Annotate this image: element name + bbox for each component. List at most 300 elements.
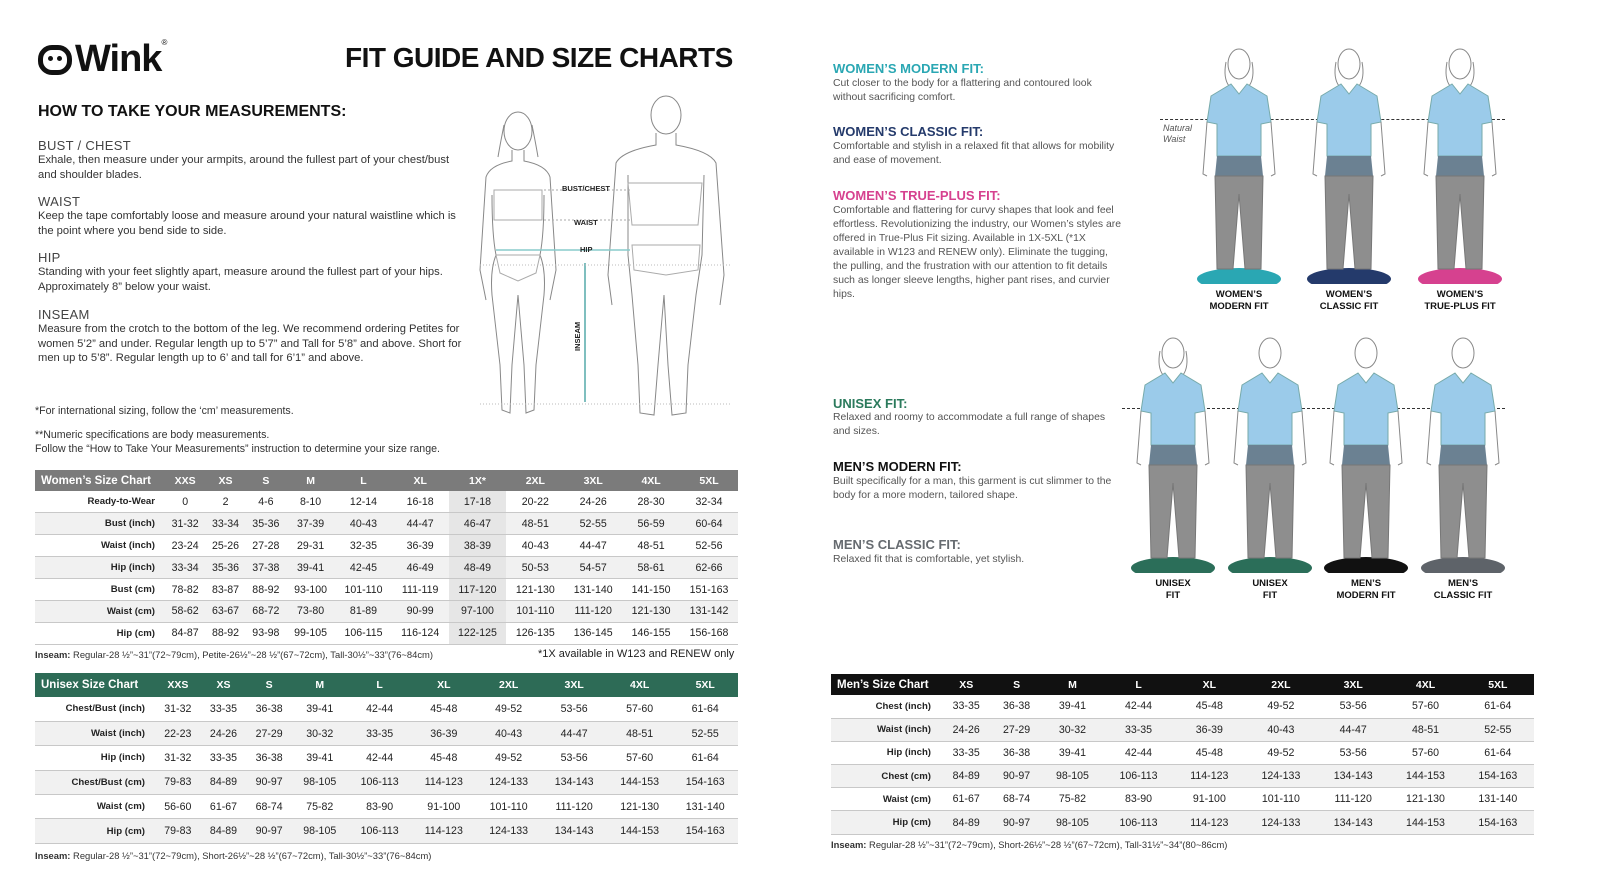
table-cell: 35-36 <box>205 557 245 579</box>
fit-figure-label-line2: MODERN FIT <box>1209 301 1269 312</box>
brand-logo <box>38 38 167 81</box>
table-cell: 114-123 <box>1174 811 1245 834</box>
row-label: Waist (cm) <box>35 600 165 622</box>
fit-text-mens-modern: Built specifically for a man, this garment is cut slimmer to the body for a more modern, tailored shape. <box>833 476 1112 501</box>
size-header: XS <box>959 678 974 691</box>
row-label: Waist (inch) <box>35 721 155 745</box>
table-cell: 84-87 <box>165 622 205 644</box>
waist-label: WAIST <box>574 218 598 227</box>
table-cell: 44-47 <box>1317 718 1389 741</box>
size-header: 2XL <box>525 474 545 487</box>
table-cell: 40-43 <box>1245 718 1317 741</box>
table-cell: 83-90 <box>1103 788 1174 811</box>
table-cell: 35-36 <box>246 513 286 535</box>
table-cell: 0 <box>165 491 205 513</box>
table-cell: 42-44 <box>348 697 412 721</box>
inseam-label: Inseam: <box>35 850 71 861</box>
female-silhouette <box>480 112 556 413</box>
note-follow: Follow the “How to Take Your Measurements” instruction to determine your size range. <box>35 443 440 455</box>
table-cell: 57-60 <box>607 746 673 770</box>
how-to-heading: HOW TO TAKE YOUR MEASUREMENTS: <box>38 103 347 120</box>
table-cell: 124-133 <box>476 770 542 794</box>
table-row <box>35 622 738 644</box>
table-cell: 57-60 <box>1389 695 1461 718</box>
size-header: L <box>360 474 367 487</box>
size-header: XS <box>216 679 231 691</box>
table-cell: 52-55 <box>672 721 738 745</box>
table-cell: 27-29 <box>246 721 292 745</box>
fit-figure <box>1410 44 1510 313</box>
fit-figure-label-line2: FIT <box>1165 590 1181 601</box>
table-cell: 101-110 <box>1245 788 1317 811</box>
table-cell: 117-120 <box>449 579 507 601</box>
table-cell: 84-89 <box>201 770 247 794</box>
size-header: 4XL <box>641 474 661 487</box>
table-cell: 88-92 <box>246 579 286 601</box>
unisex-inseam-note <box>35 850 431 861</box>
table-cell: 33-35 <box>201 697 247 721</box>
table-cell: 32-34 <box>680 491 738 513</box>
fit-text-unisex: Relaxed and roomy to accommodate a full range of shapes and sizes. <box>833 412 1106 437</box>
womens-inseam-note <box>35 649 433 660</box>
table-row <box>831 741 1534 764</box>
table-cell: 154-163 <box>672 770 738 794</box>
table-cell: 30-32 <box>1042 718 1103 741</box>
fit-figure-label-line2: CLASSIC FIT <box>1319 301 1379 312</box>
table-cell: 22-23 <box>155 721 201 745</box>
fit-figure-illustration <box>1316 333 1416 573</box>
table-row <box>35 557 738 579</box>
table-cell: 62-66 <box>680 557 738 579</box>
brand-registered-mark: ® <box>161 38 168 47</box>
fit-figure-label <box>1189 289 1289 313</box>
fit-figure-label <box>1220 578 1320 602</box>
table-cell: 2 <box>205 491 245 513</box>
size-header: XL <box>1202 678 1217 691</box>
table-cell: 124-133 <box>1245 811 1317 834</box>
table-cell: 40-43 <box>335 513 392 535</box>
table-cell: 136-145 <box>564 622 622 644</box>
male-silhouette <box>608 96 724 415</box>
row-label: Bust (cm) <box>35 579 165 601</box>
fit-text-womens-true-plus: Comfortable and flattering for curvy shapes that look and feel effortless. Revolutionizing the industry, our Women’s styles are offered in True-Plus Fit sizing. Available in 1X-5XL (*1X available in W123 and RENEW only). Eliminate the tugging, the pulling, and the frustration with our attention to fit details such as longer sleeve lengths, higher pant rises, and curvier hips. <box>833 205 1121 300</box>
row-label: Waist (cm) <box>831 788 941 811</box>
table-cell: 39-41 <box>292 746 348 770</box>
page-title: FIT GUIDE AND SIZE CHARTS <box>345 42 733 73</box>
table-cell: 40-43 <box>476 721 542 745</box>
table-cell: 36-39 <box>412 721 476 745</box>
fit-title-womens-classic: WOMEN’S CLASSIC FIT: <box>833 124 984 139</box>
hip-label: HIP <box>580 245 593 254</box>
row-label: Ready-to-Wear <box>35 491 165 513</box>
fit-figure-label <box>1413 578 1513 602</box>
table-row <box>35 491 738 513</box>
table-cell: 37-39 <box>286 513 335 535</box>
size-header: 1X* <box>468 474 486 487</box>
table-cell: 40-43 <box>506 535 564 557</box>
table-row <box>35 697 738 721</box>
table-cell: 91-100 <box>1174 788 1245 811</box>
size-header: XS <box>218 474 233 487</box>
table-cell: 131-140 <box>672 795 738 819</box>
size-header: 2XL <box>499 679 519 691</box>
table-cell: 48-49 <box>449 557 507 579</box>
table-cell: 32-35 <box>335 535 392 557</box>
fit-figure-illustration <box>1410 44 1510 284</box>
row-label: Hip (inch) <box>831 741 941 764</box>
fit-figure-label <box>1299 289 1399 313</box>
table-cell: 33-35 <box>941 741 991 764</box>
measurement-title: WAIST <box>38 194 81 209</box>
table-cell: 75-82 <box>1042 788 1103 811</box>
table-cell: 39-41 <box>1042 695 1103 718</box>
table-cell: 90-97 <box>246 770 292 794</box>
size-header: S <box>265 679 273 691</box>
table-cell: 52-55 <box>1462 718 1534 741</box>
size-header: L <box>1135 678 1142 691</box>
table-cell: 42-44 <box>348 746 412 770</box>
inseam-text: Regular-28 ½”~31”(72~79cm), Short-26½”~28 ½”(67~72cm), Tall-31½”~34”(80~86cm) <box>866 839 1228 850</box>
size-header: 2XL <box>1271 678 1291 691</box>
table-cell: 61-64 <box>1462 741 1534 764</box>
table-row <box>831 695 1534 718</box>
row-label: Bust (inch) <box>35 513 165 535</box>
table-cell: 111-120 <box>564 600 622 622</box>
row-label: Chest/Bust (inch) <box>35 697 155 721</box>
table-cell: 49-52 <box>1245 741 1317 764</box>
table-cell: 101-110 <box>506 600 564 622</box>
body-silhouettes-diagram <box>470 95 740 425</box>
size-header: M <box>315 679 325 691</box>
table-cell: 42-45 <box>335 557 392 579</box>
table-cell: 106-113 <box>1103 765 1174 788</box>
table-cell: 131-140 <box>1462 788 1534 811</box>
table-cell: 61-64 <box>672 697 738 721</box>
table-cell: 144-153 <box>607 819 673 843</box>
fit-figure-illustration <box>1299 44 1399 284</box>
size-header: S <box>262 474 270 487</box>
table-cell: 36-39 <box>392 535 449 557</box>
table-cell: 24-26 <box>201 721 247 745</box>
table-cell: 97-100 <box>449 600 507 622</box>
table-cell: 28-30 <box>622 491 680 513</box>
inseam-label: Inseam: <box>35 649 71 660</box>
table-cell: 134-143 <box>1317 811 1389 834</box>
row-label: Waist (cm) <box>35 795 155 819</box>
table-cell: 45-48 <box>412 746 476 770</box>
table-cell: 46-47 <box>449 513 507 535</box>
fit-figure-label-line1: MEN’S <box>1447 578 1479 589</box>
fit-title-mens-modern: MEN’S MODERN FIT: <box>833 459 962 474</box>
table-cell: 141-150 <box>622 579 680 601</box>
table-cell: 146-155 <box>622 622 680 644</box>
table-cell: 84-89 <box>201 819 247 843</box>
table-cell: 144-153 <box>1389 765 1461 788</box>
table-cell: 61-64 <box>672 746 738 770</box>
mens-size-chart <box>831 674 1534 835</box>
table-cell: 122-125 <box>449 622 507 644</box>
row-label: Hip (cm) <box>35 622 165 644</box>
size-header: L <box>376 679 383 691</box>
table-cell: 134-143 <box>541 819 607 843</box>
size-header: M <box>306 474 315 487</box>
row-label: Hip (inch) <box>35 557 165 579</box>
fit-title-womens-true-plus: WOMEN’S TRUE-PLUS FIT: <box>833 188 1001 203</box>
table-cell: 33-34 <box>165 557 205 579</box>
fit-figure-label-line2: TRUE-PLUS FIT <box>1424 301 1496 312</box>
size-header: XL <box>413 474 427 487</box>
note-international: *For international sizing, follow the ‘cm’ measurements. <box>35 405 294 417</box>
table-cell: 50-53 <box>506 557 564 579</box>
table-cell: 99-105 <box>286 622 335 644</box>
fit-figure-illustration <box>1413 333 1513 573</box>
size-header: 3XL <box>1343 678 1363 691</box>
table-cell: 29-31 <box>286 535 335 557</box>
table-cell: 56-60 <box>155 795 201 819</box>
table-cell: 68-74 <box>246 795 292 819</box>
table-cell: 20-22 <box>506 491 564 513</box>
fit-figure-illustration <box>1220 333 1320 573</box>
size-header: M <box>1068 678 1077 691</box>
fit-figure-label-line1: MEN’S <box>1350 578 1382 589</box>
table-cell: 58-61 <box>622 557 680 579</box>
table-cell: 49-52 <box>476 746 542 770</box>
table-cell: 57-60 <box>1389 741 1461 764</box>
table-cell: 116-124 <box>392 622 449 644</box>
table-cell: 53-56 <box>541 697 607 721</box>
table-cell: 106-113 <box>348 819 412 843</box>
measurement-text: Keep the tape comfortably loose and measure around your natural waistline which is the point where you bend side to side. <box>38 210 456 237</box>
table-cell: 78-82 <box>165 579 205 601</box>
fit-text-womens-classic: Comfortable and stylish in a relaxed fit that allows for mobility and ease of movement. <box>833 141 1115 166</box>
table-cell: 90-97 <box>246 819 292 843</box>
measurement-text: Exhale, then measure under your armpits, around the fullest part of your chest/bust and shoulder blades. <box>38 154 450 181</box>
fit-figure-label-line2: MODERN FIT <box>1336 590 1396 601</box>
table-cell: 61-67 <box>201 795 247 819</box>
table-cell: 81-89 <box>335 600 392 622</box>
table-cell: 31-32 <box>155 746 201 770</box>
table-cell: 151-163 <box>680 579 738 601</box>
table-row <box>831 788 1534 811</box>
table-cell: 16-18 <box>392 491 449 513</box>
table-row <box>35 770 738 794</box>
table-cell: 90-97 <box>991 765 1041 788</box>
fit-figure-label-line1: WOMEN’S <box>1215 289 1263 300</box>
table-cell: 144-153 <box>607 770 673 794</box>
table-cell: 144-153 <box>1389 811 1461 834</box>
table-cell: 131-142 <box>680 600 738 622</box>
mens-chart-title: Men’s Size Chart <box>837 678 929 691</box>
fit-title-unisex: UNISEX FIT: <box>833 396 908 411</box>
table-cell: 93-100 <box>286 579 335 601</box>
womens-footnote: *1X available in W123 and RENEW only <box>538 648 735 660</box>
table-cell: 84-89 <box>941 811 991 834</box>
table-row <box>35 579 738 601</box>
table-cell: 53-56 <box>1317 695 1389 718</box>
fit-figure <box>1123 333 1223 602</box>
table-cell: 98-105 <box>292 770 348 794</box>
table-cell: 111-120 <box>541 795 607 819</box>
table-cell: 61-64 <box>1462 695 1534 718</box>
table-cell: 63-67 <box>205 600 245 622</box>
table-cell: 106-115 <box>335 622 392 644</box>
table-row <box>831 811 1534 834</box>
table-cell: 101-110 <box>476 795 542 819</box>
table-cell: 12-14 <box>335 491 392 513</box>
table-cell: 121-130 <box>1389 788 1461 811</box>
table-cell: 53-56 <box>1317 741 1389 764</box>
table-cell: 17-18 <box>449 491 507 513</box>
row-label: Hip (cm) <box>831 811 941 834</box>
measurement-title: BUST / CHEST <box>38 138 131 153</box>
inseam-text: Regular-28 ½”~31”(72~79cm), Short-26½”~28 ½”(67~72cm), Tall-30½”~33”(76~84cm) <box>70 850 432 861</box>
table-cell: 60-64 <box>680 513 738 535</box>
table-row <box>35 721 738 745</box>
table-cell: 44-47 <box>564 535 622 557</box>
table-cell: 4-6 <box>246 491 286 513</box>
size-header: XL <box>437 679 451 691</box>
mens-inseam-note <box>831 839 1227 850</box>
inseam-label: INSEAM <box>573 321 582 351</box>
size-header: 5XL <box>695 679 715 691</box>
table-cell: 36-38 <box>246 697 292 721</box>
table-cell: 57-60 <box>607 697 673 721</box>
table-cell: 48-51 <box>607 721 673 745</box>
note-numeric: **Numeric specifications are body measurements. <box>35 429 270 441</box>
size-header: 3XL <box>564 679 584 691</box>
size-header: 5XL <box>1488 678 1508 691</box>
row-label: Waist (inch) <box>831 718 941 741</box>
table-cell: 91-100 <box>412 795 476 819</box>
table-cell: 33-35 <box>348 721 412 745</box>
fit-figure-label-line1: WOMEN’S <box>1436 289 1484 300</box>
table-cell: 121-130 <box>607 795 673 819</box>
fit-figure <box>1299 44 1399 313</box>
measurement-inseam <box>38 307 468 366</box>
size-header: S <box>1013 678 1021 691</box>
table-cell: 33-34 <box>205 513 245 535</box>
table-cell: 37-38 <box>246 557 286 579</box>
table-row <box>35 513 738 535</box>
size-header: XXS <box>174 474 196 487</box>
size-header: 3XL <box>583 474 603 487</box>
table-row <box>35 600 738 622</box>
table-cell: 121-130 <box>622 600 680 622</box>
table-row <box>35 795 738 819</box>
table-cell: 90-97 <box>991 811 1041 834</box>
measurement-text: Measure from the crotch to the bottom of the leg. We recommend ordering Petites for women 5’2” and under. Regular length up to 5’7” and Tall for 5’8” and above. Short for men up to 5’8”. Regular length up to 6’ and tall for 6’1” and above. <box>38 323 462 364</box>
table-cell: 45-48 <box>1174 741 1245 764</box>
fit-figure-label-line2: CLASSIC FIT <box>1433 590 1493 601</box>
table-cell: 44-47 <box>541 721 607 745</box>
table-cell: 42-44 <box>1103 695 1174 718</box>
table-cell: 75-82 <box>292 795 348 819</box>
table-cell: 106-113 <box>1103 811 1174 834</box>
table-row <box>35 535 738 557</box>
table-cell: 98-105 <box>1042 811 1103 834</box>
fit-figure-label-line2: FIT <box>1262 590 1278 601</box>
womens-chart-title: Women’s Size Chart <box>41 474 151 487</box>
table-cell: 30-32 <box>292 721 348 745</box>
fit-figure <box>1220 333 1320 602</box>
table-cell: 154-163 <box>1462 811 1534 834</box>
table-cell: 121-130 <box>506 579 564 601</box>
row-label: Hip (inch) <box>35 746 155 770</box>
table-cell: 45-48 <box>1174 695 1245 718</box>
table-cell: 61-67 <box>941 788 991 811</box>
fit-text-womens-modern: Cut closer to the body for a flattering and contoured look without sacrificing comfort. <box>833 78 1092 103</box>
table-cell: 27-29 <box>991 718 1041 741</box>
table-row <box>35 746 738 770</box>
table-cell: 154-163 <box>1462 765 1534 788</box>
table-cell: 38-39 <box>449 535 507 557</box>
table-cell: 48-51 <box>1389 718 1461 741</box>
table-cell: 36-39 <box>1174 718 1245 741</box>
brand-name: Wink <box>75 38 162 80</box>
measurement-title: INSEAM <box>38 307 90 322</box>
table-cell: 68-74 <box>991 788 1041 811</box>
table-cell: 68-72 <box>246 600 286 622</box>
table-cell: 33-35 <box>1103 718 1174 741</box>
table-cell: 124-133 <box>476 819 542 843</box>
table-cell: 79-83 <box>155 770 201 794</box>
table-cell: 33-35 <box>201 746 247 770</box>
table-cell: 48-51 <box>506 513 564 535</box>
table-cell: 49-52 <box>476 697 542 721</box>
table-cell: 114-123 <box>412 819 476 843</box>
table-cell: 48-51 <box>622 535 680 557</box>
row-label: Chest (cm) <box>831 765 941 788</box>
table-cell: 79-83 <box>155 819 201 843</box>
natural-waist-line2: Waist <box>1163 134 1186 144</box>
table-cell: 52-56 <box>680 535 738 557</box>
table-cell: 114-123 <box>412 770 476 794</box>
fit-figure-illustration <box>1189 44 1289 284</box>
size-header: 5XL <box>699 474 719 487</box>
table-cell: 39-41 <box>286 557 335 579</box>
table-cell: 126-135 <box>506 622 564 644</box>
fit-figure <box>1189 44 1289 313</box>
fit-figure-label-line1: WOMEN’S <box>1325 289 1373 300</box>
table-cell: 131-140 <box>564 579 622 601</box>
table-cell: 36-38 <box>991 695 1041 718</box>
table-cell: 42-44 <box>1103 741 1174 764</box>
table-cell: 56-59 <box>622 513 680 535</box>
table-cell: 36-38 <box>991 741 1041 764</box>
table-cell: 134-143 <box>1317 765 1389 788</box>
fit-figure-illustration <box>1123 333 1223 573</box>
table-cell: 31-32 <box>165 513 205 535</box>
table-row <box>35 819 738 843</box>
table-row <box>831 718 1534 741</box>
table-cell: 45-48 <box>412 697 476 721</box>
table-cell: 90-99 <box>392 600 449 622</box>
table-cell: 124-133 <box>1245 765 1317 788</box>
row-label: Waist (inch) <box>35 535 165 557</box>
table-cell: 33-35 <box>941 695 991 718</box>
table-cell: 114-123 <box>1174 765 1245 788</box>
size-header: 4XL <box>1415 678 1436 691</box>
table-cell: 44-47 <box>392 513 449 535</box>
table-cell: 84-89 <box>941 765 991 788</box>
table-cell: 111-120 <box>1317 788 1389 811</box>
table-cell: 83-90 <box>348 795 412 819</box>
unisex-chart-title: Unisex Size Chart <box>41 679 139 691</box>
table-cell: 8-10 <box>286 491 335 513</box>
table-cell: 24-26 <box>564 491 622 513</box>
fit-figure <box>1316 333 1416 602</box>
table-cell: 39-41 <box>292 697 348 721</box>
